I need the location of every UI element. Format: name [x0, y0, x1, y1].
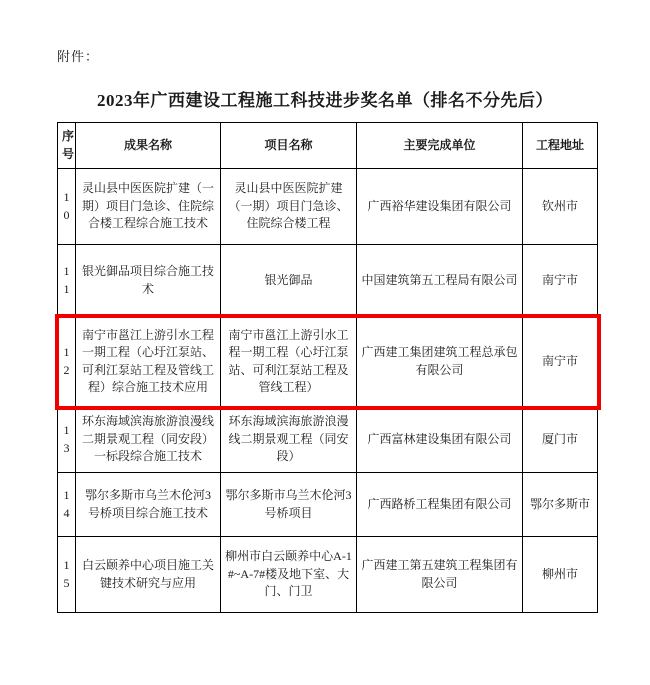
cell-location: 鄂尔多斯市 [523, 473, 598, 537]
cell-achievement: 南宁市邕江上游引水工程一期工程（心圩江泵站、可利江泵站工程及管线工程）综合施工技术应用 [76, 317, 221, 407]
cell-achievement: 环东海域滨海旅游浪漫线二期景观工程（同安段）一标段综合施工技术 [76, 407, 221, 473]
page-title: 2023年广西建设工程施工科技进步奖名单（排名不分先后） [97, 91, 553, 110]
cell-no: 10 [58, 169, 76, 245]
cell-location: 南宁市 [523, 317, 598, 407]
table-row [58, 407, 598, 473]
table-row [58, 317, 598, 407]
cell-unit: 广西路桥工程集团有限公司 [357, 473, 523, 537]
cell-location: 南宁市 [523, 245, 598, 317]
cell-unit: 广西建工集团建筑工程总承包有限公司 [357, 317, 523, 407]
cell-project: 鄂尔多斯市乌兰木伦河3号桥项目 [221, 473, 357, 537]
cell-achievement: 灵山县中医医院扩建（一期）项目门急诊、住院综合楼工程综合施工技术 [76, 169, 221, 245]
table-row [58, 245, 598, 317]
table-row [58, 473, 598, 537]
cell-project: 银光御品 [221, 245, 357, 317]
header-cell: 工程地址 [523, 123, 598, 169]
cell-location: 钦州市 [523, 169, 598, 245]
cell-location: 厦门市 [523, 407, 598, 473]
cell-project: 环东海域滨海旅游浪漫线二期景观工程（同安段） [221, 407, 357, 473]
header-cell: 成果名称 [76, 123, 221, 169]
table-body [58, 169, 598, 613]
table-row [58, 169, 598, 245]
cell-achievement: 白云颐养中心项目施工关键技术研究与应用 [76, 537, 221, 613]
cell-unit: 广西裕华建设集团有限公司 [357, 169, 523, 245]
cell-unit: 广西建工第五建筑工程集团有限公司 [357, 537, 523, 613]
awards-table [57, 122, 598, 613]
header-cell: 序号 [58, 123, 76, 169]
cell-no: 14 [58, 473, 76, 537]
cell-achievement: 银光御品项目综合施工技术 [76, 245, 221, 317]
cell-no: 13 [58, 407, 76, 473]
cell-project: 灵山县中医医院扩建（一期）项目门急诊、住院综合楼工程 [221, 169, 357, 245]
cell-no: 12 [58, 317, 76, 407]
cell-achievement: 鄂尔多斯市乌兰木伦河3号桥项目综合施工技术 [76, 473, 221, 537]
cell-project: 柳州市白云颐养中心A-1#~A-7#楼及地下室、大门、门卫 [221, 537, 357, 613]
header-cell: 项目名称 [221, 123, 357, 169]
table-row [58, 537, 598, 613]
cell-project: 南宁市邕江上游引水工程一期工程（心圩江泵站、可利江泵站工程及管线工程） [221, 317, 357, 407]
attachment-label: 附件： [57, 49, 100, 64]
cell-location: 柳州市 [523, 537, 598, 613]
cell-no: 11 [58, 245, 76, 317]
header-cell: 主要完成单位 [357, 123, 523, 169]
cell-unit: 广西富林建设集团有限公司 [357, 407, 523, 473]
table-header-row [58, 123, 598, 169]
cell-unit: 中国建筑第五工程局有限公司 [357, 245, 523, 317]
cell-no: 15 [58, 537, 76, 613]
